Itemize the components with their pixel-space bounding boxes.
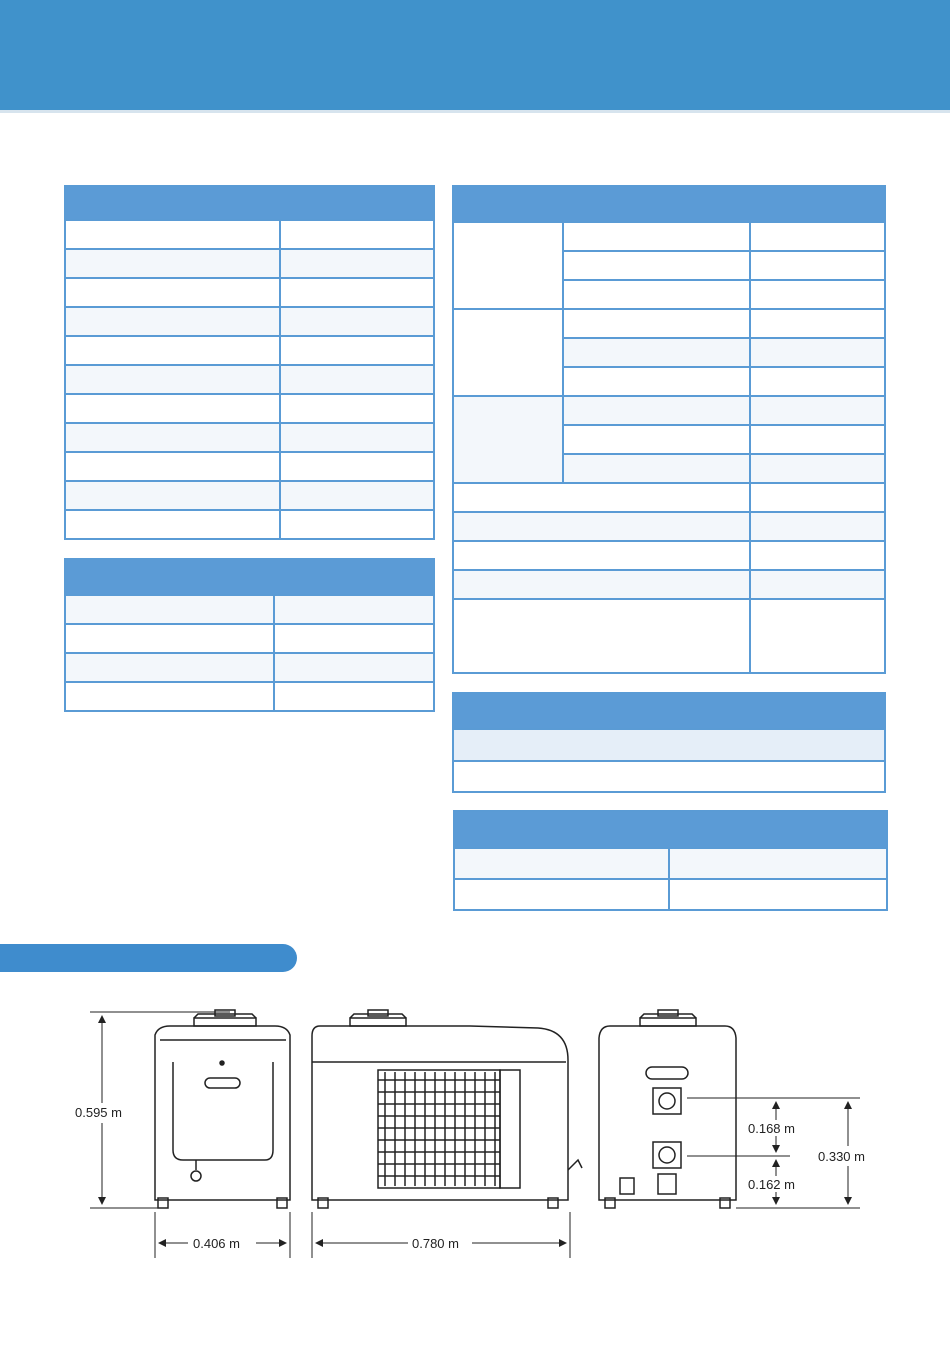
table-row — [65, 653, 434, 682]
table-row — [454, 879, 887, 910]
table-row — [65, 365, 434, 394]
port-lower-label: 0.162 m — [748, 1177, 795, 1192]
spec-table-right-bottom — [453, 810, 888, 911]
table-row — [453, 222, 885, 251]
table-row — [453, 541, 885, 570]
table-row — [453, 483, 885, 512]
depth-label: 0.406 m — [193, 1236, 240, 1251]
table-header — [65, 559, 434, 595]
table-row — [454, 848, 887, 879]
table-row — [65, 249, 434, 278]
table-row — [65, 336, 434, 365]
table-row — [65, 682, 434, 711]
table-row — [65, 307, 434, 336]
table-row — [65, 595, 434, 624]
header-band — [0, 0, 950, 110]
table-row — [453, 309, 885, 338]
table-row — [453, 599, 885, 673]
port-view-unit — [599, 1010, 736, 1208]
table-header — [453, 693, 885, 729]
port-spacing-label: 0.168 m — [748, 1121, 795, 1136]
dimension-drawing — [50, 1000, 900, 1270]
table-row — [453, 512, 885, 541]
table-row — [65, 278, 434, 307]
section-heading-bar — [0, 944, 297, 972]
table-row — [453, 761, 885, 792]
side-view-unit — [312, 1010, 582, 1208]
table-row — [65, 452, 434, 481]
table-header — [453, 186, 885, 222]
spec-table-right-main — [452, 185, 886, 674]
table-row — [65, 624, 434, 653]
table-row — [65, 510, 434, 539]
table-row — [453, 570, 885, 599]
spec-table-right-middle — [452, 692, 886, 793]
table-row — [65, 220, 434, 249]
table-row — [453, 729, 885, 761]
table-row — [65, 394, 434, 423]
height-label: 0.595 m — [75, 1105, 122, 1120]
width-label: 0.780 m — [412, 1236, 459, 1251]
spec-table-left-top — [64, 185, 435, 540]
port-total-label: 0.330 m — [818, 1149, 865, 1164]
header-shadow — [0, 110, 950, 113]
table-row — [65, 481, 434, 510]
spec-table-left-bottom — [64, 558, 435, 712]
table-header — [65, 186, 434, 220]
table-row — [65, 423, 434, 452]
table-row — [453, 396, 885, 425]
table-header — [454, 811, 887, 848]
front-view-unit — [155, 1010, 290, 1208]
